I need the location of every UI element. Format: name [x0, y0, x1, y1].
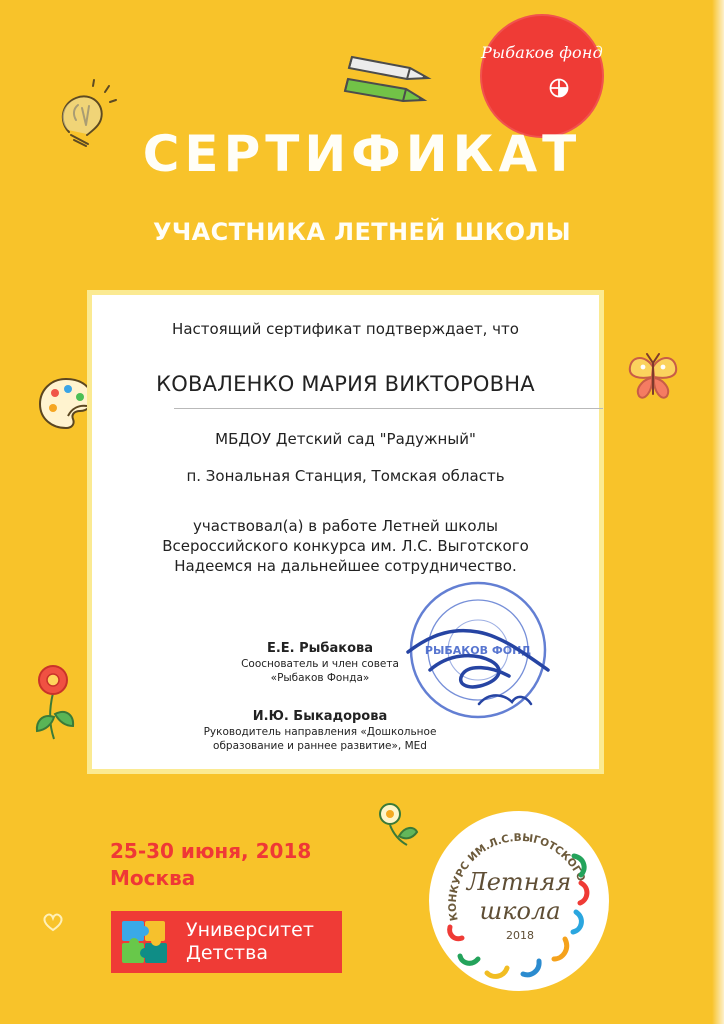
participation-text — [92, 516, 599, 576]
signer-role-line: Руководитель направления «Дошкольное — [203, 726, 437, 738]
signer-rybakova — [140, 641, 500, 685]
pencils-icon — [340, 49, 438, 107]
summer-school-badge — [429, 811, 609, 991]
university-of-childhood-logo — [111, 911, 342, 973]
participation-line: участвовал(а) в работе Летней школы — [193, 517, 498, 535]
badge-year: 2018 — [506, 929, 534, 942]
heart-icon — [41, 910, 65, 934]
signer-role-line: Сооснователь и член совета — [241, 658, 399, 670]
rybakov-fond-mark-icon — [548, 77, 570, 99]
certificate-subtitle: УЧАСТНИКА ЛЕТНЕЙ ШКОЛЫ — [152, 218, 572, 246]
certificate-frame — [87, 290, 604, 774]
signer-role-line: «Рыбаков Фонда» — [270, 672, 370, 684]
signer-name: Е.Е. Рыбакова — [266, 641, 374, 656]
badge-title-line: школа — [479, 897, 561, 925]
summer-school-badge-graphic — [429, 811, 609, 991]
small-flower-icon — [374, 795, 419, 848]
signer-role-line: образование и раннее развитие», MEd — [213, 740, 427, 752]
recipient-name: КОВАЛЕНКО МАРИЯ ВИКТОРОВНА — [156, 372, 535, 396]
signer-bykadorova — [140, 709, 500, 753]
rybakov-fond-logo-text: Рыбаков фонд — [481, 43, 603, 62]
event-details — [110, 838, 311, 892]
event-dates: 25-30 июня, 2018 — [110, 839, 312, 863]
event-city: Москва — [110, 866, 196, 890]
name-underline — [174, 408, 603, 409]
organization-name: МБДОУ Детский сад "Радужный" — [215, 430, 476, 448]
butterfly-icon — [625, 349, 681, 405]
stamp-center-text: РЫБАКОВ ФОНД — [424, 644, 532, 657]
badge-title-line: Летняя — [466, 868, 572, 896]
university-logo-line: Детства — [186, 942, 268, 964]
confirmation-text: Настоящий сертификат подтверждает, что — [172, 320, 519, 338]
rybakov-fond-logo — [480, 14, 604, 138]
participation-line: Надеемся на дальнейшее сотрудничество. — [174, 557, 517, 575]
university-logo-line: Университет — [186, 919, 314, 941]
certificate-title: СЕРТИФИКАТ — [142, 125, 582, 183]
flower-icon — [29, 661, 79, 739]
signer-name: И.Ю. Быкадорова — [252, 709, 388, 724]
puzzle-icon — [119, 917, 174, 967]
badge-arc-text: КОНКУРС ИМ.Л.С.ВЫГОТСКОГО — [446, 831, 588, 922]
university-logo-text — [186, 919, 314, 965]
participation-line: Всероссийского конкурса им. Л.С. Выготского — [162, 537, 529, 555]
organization-location: п. Зональная Станция, Томская область — [186, 467, 505, 485]
